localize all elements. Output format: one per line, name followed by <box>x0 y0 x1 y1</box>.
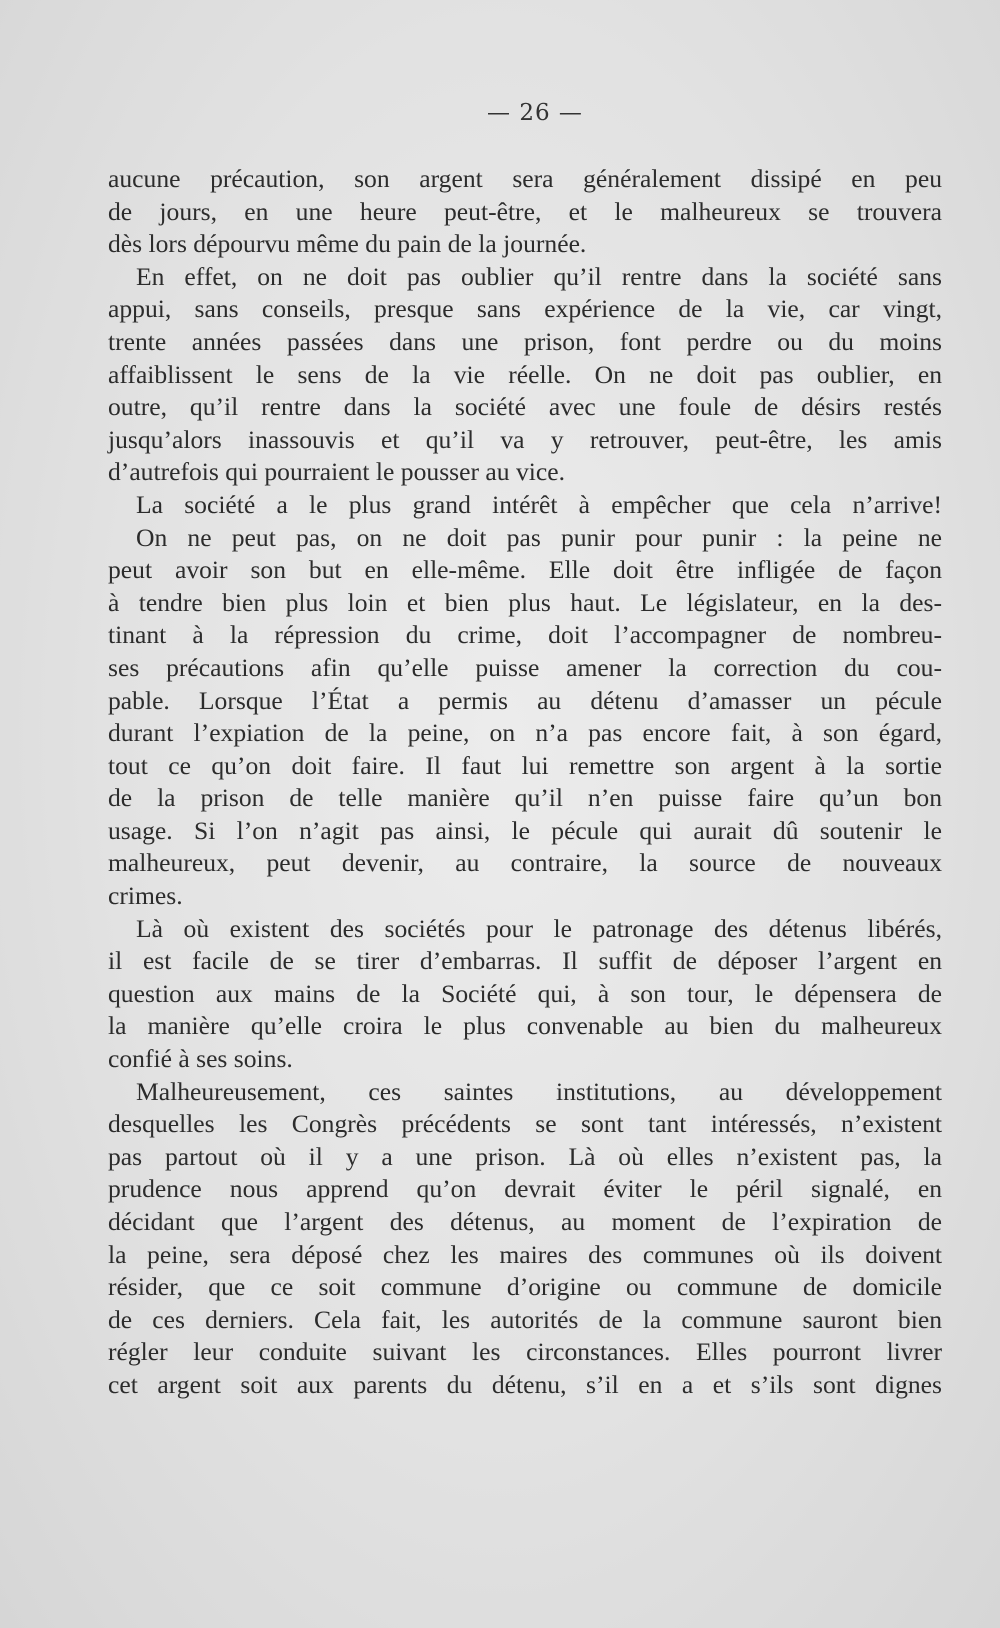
text-line: résider, que ce soit commune d’origine ou commune de domicile <box>108 1272 942 1302</box>
text-line: Là où existent des sociétés pour le patronage des détenus libérés, <box>136 913 942 943</box>
text-line: de ces derniers. Cela fait, les autorités de la commune sauront bien <box>108 1304 942 1334</box>
text-line: régler leur conduite suivant les circonstances. Elles pourront livrer <box>108 1337 942 1367</box>
text-line: jusqu’alors inassouvis et qu’il va y retrouver, peut-être, les amis <box>108 424 942 454</box>
text-line: décidant que l’argent des détenus, au moment de l’expiration de <box>108 1207 942 1236</box>
text-line: pas partout où il y a une prison. Là où elles n’existent pas, la <box>108 1141 942 1171</box>
text-line: pable. Lorsque l’État a permis au détenu d’amasser un pécule <box>108 685 942 715</box>
text-line: On ne peut pas, on ne doit pas punir pour punir : la peine ne <box>136 522 942 552</box>
text-line: aucune précaution, son argent sera généralement dissipé en peu <box>108 164 942 193</box>
text-line: crimes. <box>108 881 183 911</box>
text-line: il est facile de se tirer d’embarras. Il suffit de déposer l’argent en <box>108 946 942 976</box>
text-line: ses précautions afin qu’elle puisse amener la correction du cou- <box>108 652 942 682</box>
text-line: outre, qu’il rentre dans la société avec une foule de désirs restés <box>108 392 942 422</box>
text-line: desquelles les Congrès précédents se sont tant intéressés, n’existent <box>108 1109 942 1139</box>
text-line: d’autrefois qui pourraient le pousser au vice. <box>108 457 565 487</box>
text-line: affaiblissent le sens de la vie réelle. On ne doit pas oublier, en <box>108 359 942 389</box>
text-line: trente années passées dans une prison, font perdre ou du moins <box>108 326 942 356</box>
text-line: durant l’expiation de la peine, on n’a pas encore fait, à son égard, <box>108 718 942 748</box>
text-line: Malheureusement, ces saintes institutions, au développement <box>136 1076 942 1106</box>
text-line: tinant à la répression du crime, doit l’accompagner de nombreu- <box>108 620 942 650</box>
body-text <box>108 163 942 1402</box>
text-line: question aux mains de la Société qui, à son tour, le dépensera de <box>108 978 942 1008</box>
text-line: la manière qu’elle croira le plus convenable au bien du malheureux <box>108 1011 942 1041</box>
text-line: tout ce qu’on doit faire. Il faut lui remettre son argent à la sortie <box>108 750 942 780</box>
text-line: de la prison de telle manière qu’il n’en puisse faire qu’un bon <box>108 783 942 813</box>
text-line: à tendre bien plus loin et bien plus haut. Le législateur, en la des- <box>108 587 942 617</box>
text-line: La société a le plus grand intérêt à empêcher que cela n’arrive! <box>136 489 942 519</box>
text-line: usage. Si l’on n’agit pas ainsi, le pécule qui aurait dû soutenir le <box>108 815 942 845</box>
text-line: la peine, sera déposé chez les maires des communes où ils doivent <box>108 1239 942 1269</box>
text-line: peut avoir son but en elle-même. Elle doit être infligée de façon <box>108 555 942 585</box>
text-line: cet argent soit aux parents du détenu, s’il en a et s’ils sont dignes <box>108 1369 942 1399</box>
text-line: appui, sans conseils, presque sans expérience de la vie, car vingt, <box>108 294 942 324</box>
text-line: confié à ses soins. <box>108 1044 293 1074</box>
text-line: de jours, en une heure peut-être, et le malheureux se trouvera <box>108 196 942 226</box>
page-number: — 26 — <box>487 100 583 126</box>
text-line: malheureux, peut devenir, au contraire, la source de nouveaux <box>108 848 942 878</box>
text-line: En effet, on ne doit pas oublier qu’il rentre dans la société sans <box>136 261 942 291</box>
text-line: prudence nous apprend qu’on devrait éviter le péril signalé, en <box>108 1174 942 1204</box>
text-line: dès lors dépourvu même du pain de la journée. <box>108 229 587 259</box>
